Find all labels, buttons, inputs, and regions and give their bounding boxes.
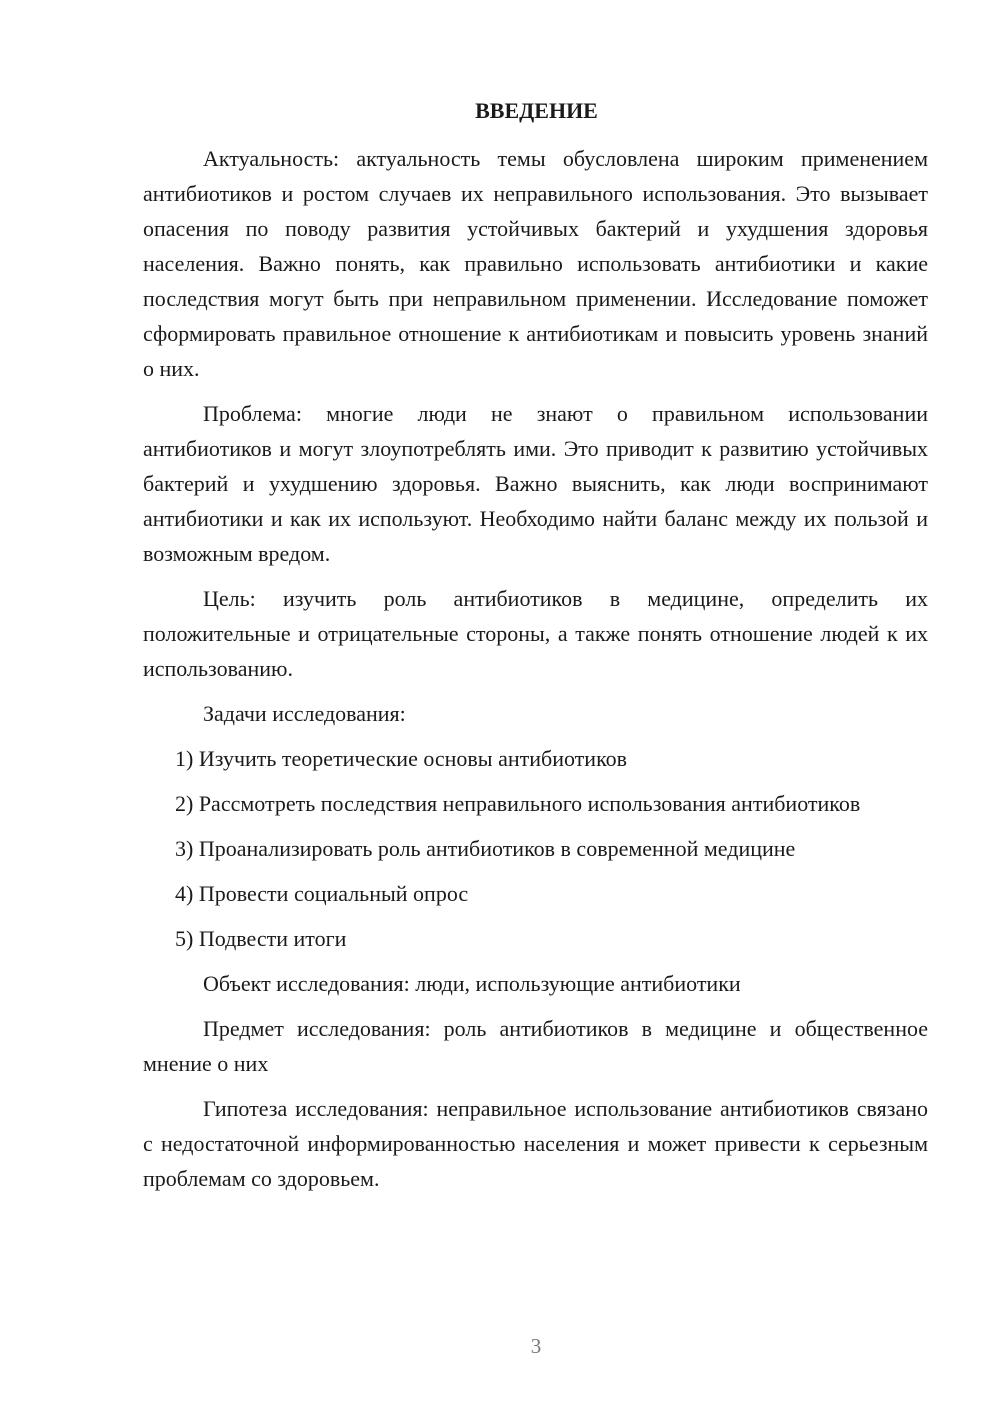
- task-item-3: 3) Проанализировать роль антибиотиков в современной медицине: [175, 836, 796, 861]
- paragraph-goal: Цель: изучить роль антибиотиков в медицине, определить их положительные и отрицательные стороны, а также понять отношение людей к их использованию.: [143, 586, 928, 681]
- section-title: ВВЕДЕНИЕ: [475, 98, 598, 123]
- paragraph-problem: Проблема: многие люди не знают о правильном использовании антибиотиков и могут злоупотреблять ими. Это приводит к развитию устойчивых бактерий и ухудшению здоровья. Важно выяснить, как люди воспринимают антибиотики и как их используют. Необходимо найти баланс между их пользой и возможным вредом.: [143, 401, 928, 566]
- tasks-heading: Задачи исследования:: [203, 701, 406, 726]
- paragraph-hypothesis: Гипотеза исследования: неправильное использование антибиотиков связано с недостаточной информированностью населения и может привести к серьезным проблемам со здоровьем.: [143, 1096, 928, 1191]
- task-item-2: 2) Рассмотреть последствия неправильного использования антибиотиков: [175, 791, 861, 816]
- page-content: [143, 96, 928, 1206]
- paragraph-subject: Предмет исследования: роль антибиотиков в медицине и общественное мнение о них: [143, 1016, 928, 1076]
- paragraph-object: Объект исследования: люди, использующие антибиотики: [203, 971, 741, 996]
- page-number: 3: [530, 1334, 542, 1358]
- task-item-4: 4) Провести социальный опрос: [175, 881, 469, 906]
- paragraph-relevance: Актуальность: актуальность темы обусловлена широким применением антибиотиков и ростом случаев их неправильного использования. Это вызывает опасения по поводу развития устойчивых бактерий и ухудшения здоровья населения. Важно понять, как правильно использовать антибиотики и какие последствия могут быть при неправильном применении. Исследование поможет сформировать правильное отношение к антибиотикам и повысить уровень знаний о них.: [143, 146, 928, 381]
- task-item-1: 1) Изучить теоретические основы антибиотиков: [175, 746, 628, 771]
- task-item-5: 5) Подвести итоги: [175, 926, 347, 951]
